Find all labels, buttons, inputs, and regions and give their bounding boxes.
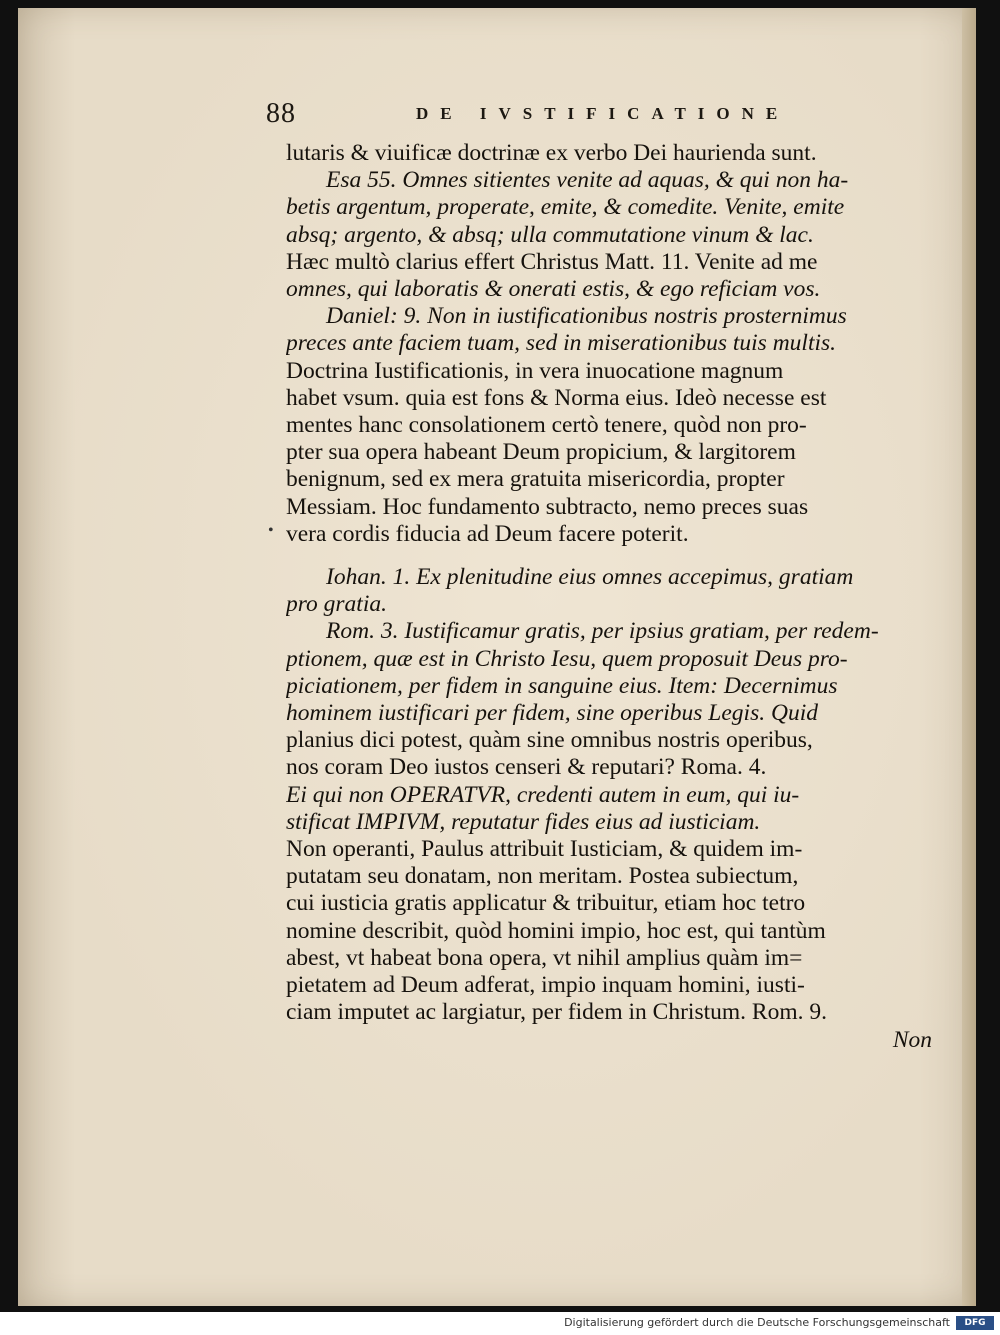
text-line: Ei qui non OPERATVR, credenti autem in eum, qui iu- <box>286 781 800 808</box>
text-line: Messiam. Hoc fundamento subtracto, nemo preces suas <box>286 493 809 520</box>
text-line: habet vsum. quia est fons & Norma eius. Ideò necesse est <box>286 384 827 411</box>
text-line: Hæc multò clarius effert Christus Matt. 11. Venite ad me <box>286 248 818 275</box>
text-line: hominem iustificari per fidem, sine operibus Legis. Quid <box>286 700 818 727</box>
text-line: Iohan. 1. Ex plenitudine eius omnes accepimus, gratiam <box>326 564 854 591</box>
text-line: Daniel: 9. Non in iustificationibus nostris prosternimus <box>326 303 847 330</box>
running-head: DE IVSTIFICATIONE <box>416 104 790 123</box>
text-line: nomine describit, quòd homini impio, hoc est, qui tantùm <box>286 917 826 944</box>
body-text <box>286 140 932 1054</box>
margin-mark: • <box>268 522 274 539</box>
footer-bar <box>0 1312 1000 1335</box>
text-line: nos coram Deo iustos censeri & reputari? Roma. 4. <box>286 754 767 781</box>
text-line: Non operanti, Paulus attribuit Iusticiam, & quidem im- <box>286 836 803 863</box>
text-line: vera cordis fiducia ad Deum facere poterit. <box>286 520 689 547</box>
text-line: piciationem, per fidem in sanguine eius. Item: Decernimus <box>286 672 838 699</box>
dfg-logo: DFG <box>956 1316 994 1330</box>
text-line: absq; argento, & absq; ulla commutatione vinum & lac. <box>286 221 814 248</box>
text-line: lutaris & viuificæ doctrinæ ex verbo Dei haurienda sunt. <box>286 140 817 166</box>
page-number: 88 <box>266 98 296 129</box>
text-line: preces ante faciem tuam, sed in miserationibus tuis multis. <box>286 330 837 357</box>
funding-credit: Digitalisierung gefördert durch die Deutsche Forschungsgemeinschaft <box>564 1316 950 1329</box>
page-gutter <box>962 8 976 1306</box>
text-line: omnes, qui laboratis & onerati estis, & ego reficiam vos. <box>286 276 821 303</box>
text-line: abest, vt habeat bona opera, vt nihil amplius quàm im= <box>286 944 803 971</box>
text-line: planius dici potest, quàm sine omnibus nostris operibus, <box>286 727 813 754</box>
text-line: stificat IMPIVM, reputatur fides eius ad iusticiam. <box>286 808 761 835</box>
text-line: cui iusticia gratis applicatur & tribuitur, etiam hoc tetro <box>286 890 806 917</box>
text-line: ciam imputet ac largiatur, per fidem in Christum. Rom. 9. <box>286 999 827 1026</box>
text-line: pro gratia. <box>286 591 387 618</box>
text-line: pter sua opera habeant Deum propicium, & largitorem <box>286 439 796 466</box>
text-line: ptionem, quæ est in Christo Iesu, quem proposuit Deus pro- <box>286 645 848 672</box>
text-line: Rom. 3. Iustificamur gratis, per ipsius gratiam, per redem- <box>326 618 879 645</box>
text-line: betis argentum, properate, emite, & comedite. Venite, emite <box>286 194 845 221</box>
text-line: Esa 55. Omnes sitientes venite ad aquas, & qui non ha- <box>326 167 849 194</box>
text-line: putatam seu donatam, non meritam. Postea subiectum, <box>286 863 799 890</box>
text-line: mentes hanc consolationem certò tenere, quòd non pro- <box>286 412 807 439</box>
page-header <box>266 98 826 138</box>
catchword: Non <box>892 1026 932 1053</box>
paragraph-gap <box>286 548 932 564</box>
text-line: pietatem ad Deum adferat, impio inquam homini, iusti- <box>286 972 805 999</box>
text-line: Doctrina Iustificationis, in vera inuocatione magnum <box>286 357 784 384</box>
text-line: benignum, sed ex mera gratuita misericordia, propter <box>286 466 785 493</box>
